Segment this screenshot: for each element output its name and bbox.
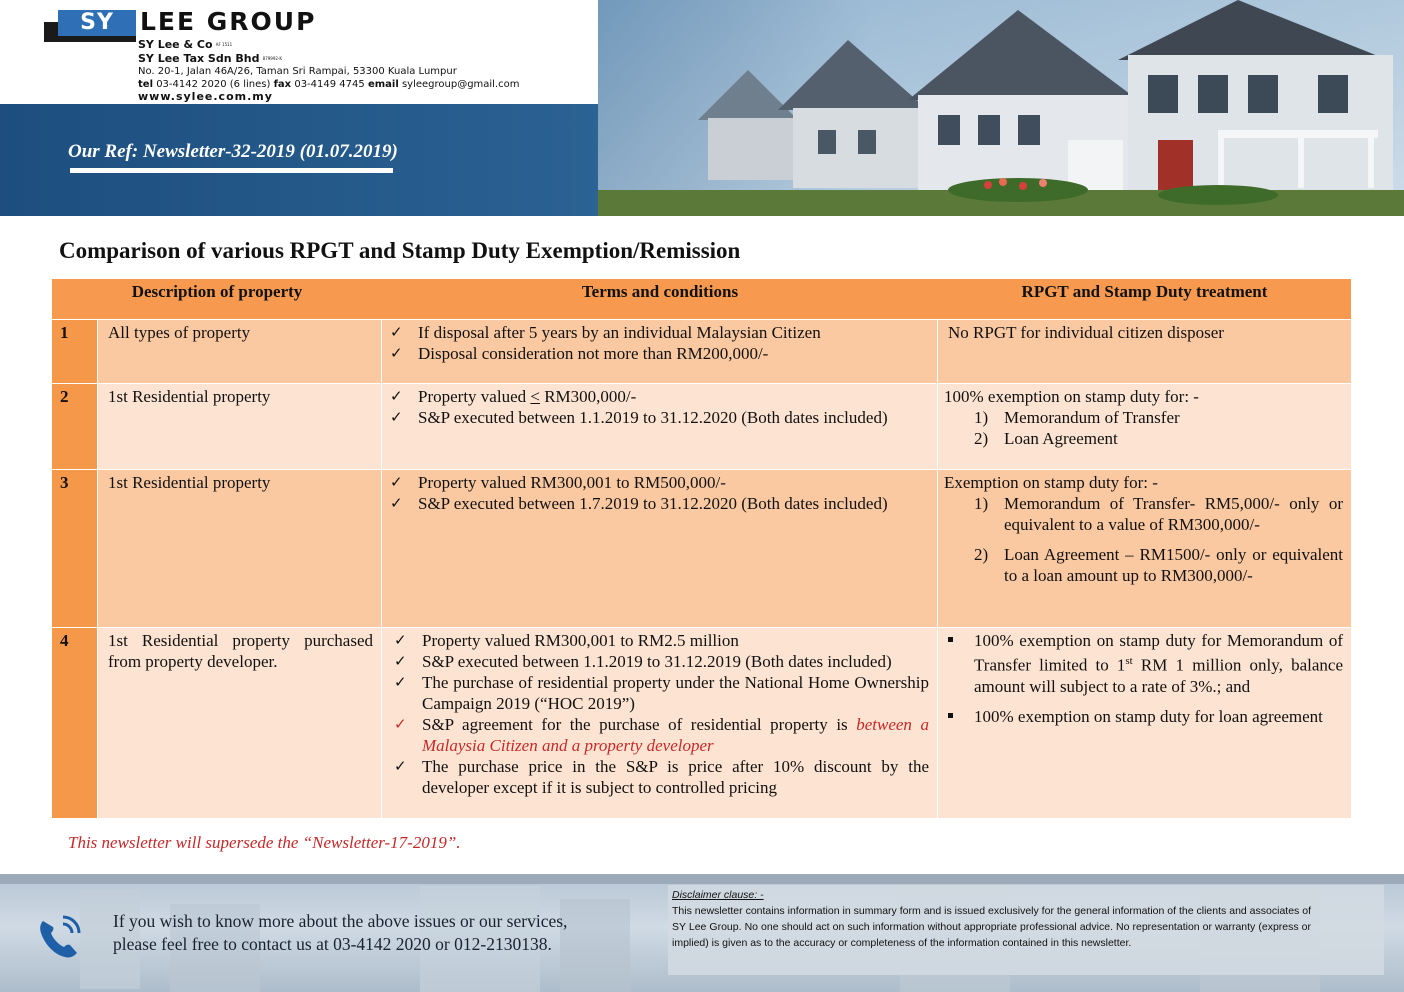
row-3-terms <box>382 470 938 628</box>
company2-name: SY Lee Tax Sdn Bhd <box>138 51 260 65</box>
row-3-term-2: ✓ S&P executed between 1.7.2019 to 31.12.2020 (Both dates included) <box>388 493 929 514</box>
row-1-term-1: ✓ If disposal after 5 years by an individual Malaysian Citizen <box>388 322 929 343</box>
row-4-term-5: ✓ The purchase price in the S&P is price after 10% discount by the developer except if it is subject to controlled pricing <box>392 756 929 798</box>
company-address: No. 20-1, Jalan 46A/26, Taman Sri Rampai, 53300 Kuala Lumpur <box>138 66 457 77</box>
ref-underline <box>70 168 393 173</box>
website-link[interactable]: www.sylee.com.my <box>138 90 273 103</box>
disclaimer <box>672 887 1311 951</box>
header-description: Description of property <box>52 279 382 320</box>
row-4-description: 1st Residential property purchased from property developer. <box>98 628 382 818</box>
header-terms: Terms and conditions <box>382 279 938 320</box>
row-2-terms <box>382 384 938 470</box>
row-1-terms <box>382 320 938 384</box>
page-title: Comparison of various RPGT and Stamp Duty Exemption/Remission <box>59 238 741 263</box>
logo-short: SY <box>58 10 136 36</box>
row-2-treatment-item-1: 1) Memorandum of Transfer <box>974 408 1180 427</box>
supersede-note: This newsletter will supersede the “Newsletter-17-2019”. <box>68 833 461 852</box>
phone-icon <box>33 909 87 963</box>
row-4-term-1: ✓ Property valued RM300,001 to RM2.5 million <box>392 630 929 651</box>
company2-reg: 879992-K <box>262 55 282 61</box>
contact-numbers: tel 03-4142 2020 (6 lines) fax 03-4149 4745 email syleegroup@gmail.com <box>138 78 520 90</box>
row-4-treatment-item-2: 100% exemption on stamp duty for loan agreement <box>944 706 1343 727</box>
company1-reg: AF 1511 <box>215 42 233 47</box>
contact-info <box>113 910 613 956</box>
row-1-treatment: No RPGT for individual citizen disposer <box>938 320 1351 384</box>
row-1-term-2: ✓ Disposal consideration not more than RM200,000/- <box>388 343 929 364</box>
row-3-term-1: ✓ Property valued RM300,001 to RM500,000/- <box>388 472 929 493</box>
disclaimer-title: Disclaimer clause: - <box>672 889 764 901</box>
row-4-term-2: ✓ S&P executed between 1.1.2019 to 31.12.2019 (Both dates included) <box>392 651 929 672</box>
row-1-description: All types of property <box>98 320 382 384</box>
row-4-treatment-item-1: 100% exemption on stamp duty for Memorandum of Transfer limited to 1st RM 1 million only, balance amount will subject to a rate of 3%.; and <box>944 630 1343 697</box>
row-4-treatment <box>938 628 1351 818</box>
contact-line-2: please feel free to contact us at 03-4142 2020 or 012-2130138. <box>113 934 552 954</box>
row-3-number: 3 <box>52 470 98 628</box>
contact-line-1: If you wish to know more about the above issues or our services, <box>113 911 568 931</box>
row-4-terms <box>382 628 938 818</box>
row-2-treatment <box>938 384 1351 470</box>
row-2-treatment-item-2: 2) Loan Agreement <box>974 429 1118 448</box>
row-3-treatment-item-2: 2) Loan Agreement – RM1500/- only or equivalent to a loan amount up to RM300,000/- <box>974 545 1343 585</box>
row-3-treatment-item-1: 1) Memorandum of Transfer- RM5,000/- only or equivalent to a value of RM300,000/- <box>974 494 1343 534</box>
row-2-term-2: ✓ S&P executed between 1.1.2019 to 31.12.2020 (Both dates included) <box>388 407 929 428</box>
comparison-table <box>52 279 1351 818</box>
row-2-number: 2 <box>52 384 98 470</box>
company-details <box>138 39 520 104</box>
row-4-term-4: ✓ S&P agreement for the purchase of residential property is between a Malaysia Citizen and a property developer <box>392 714 929 756</box>
row-3-description: 1st Residential property <box>98 470 382 628</box>
company1-name: SY Lee & Co <box>138 38 213 51</box>
header-treatment: RPGT and Stamp Duty treatment <box>938 279 1351 320</box>
row-3-treatment-intro: Exemption on stamp duty for: - <box>944 473 1158 492</box>
row-4-number: 4 <box>52 628 98 818</box>
row-2-description: 1st Residential property <box>98 384 382 470</box>
disclaimer-text: This newsletter contains information in summary form and is issued exclusively for the general information of the clients and associates of SY Lee Group. No one should act on such information without appropriate professional advice. No representation or warranty (express or implied) is given as to the accuracy or completeness of the information contained in this newsletter. <box>672 905 1311 949</box>
row-3-treatment <box>938 470 1351 628</box>
company-logo <box>44 10 136 42</box>
row-4-term-3: ✓ The purchase of residential property under the National Home Ownership Campaign 2019 (“HOC 2019”) <box>392 672 929 714</box>
row-2-term-1: ✓ Property valued < RM300,000/- <box>388 386 929 407</box>
row-2-treatment-intro: 100% exemption on stamp duty for: - <box>944 387 1199 406</box>
logo-name: LEE GROUP <box>140 7 317 36</box>
our-ref: Our Ref: Newsletter-32-2019 (01.07.2019) <box>68 141 398 162</box>
row-1-number: 1 <box>52 320 98 384</box>
houses-photo <box>598 0 1404 216</box>
